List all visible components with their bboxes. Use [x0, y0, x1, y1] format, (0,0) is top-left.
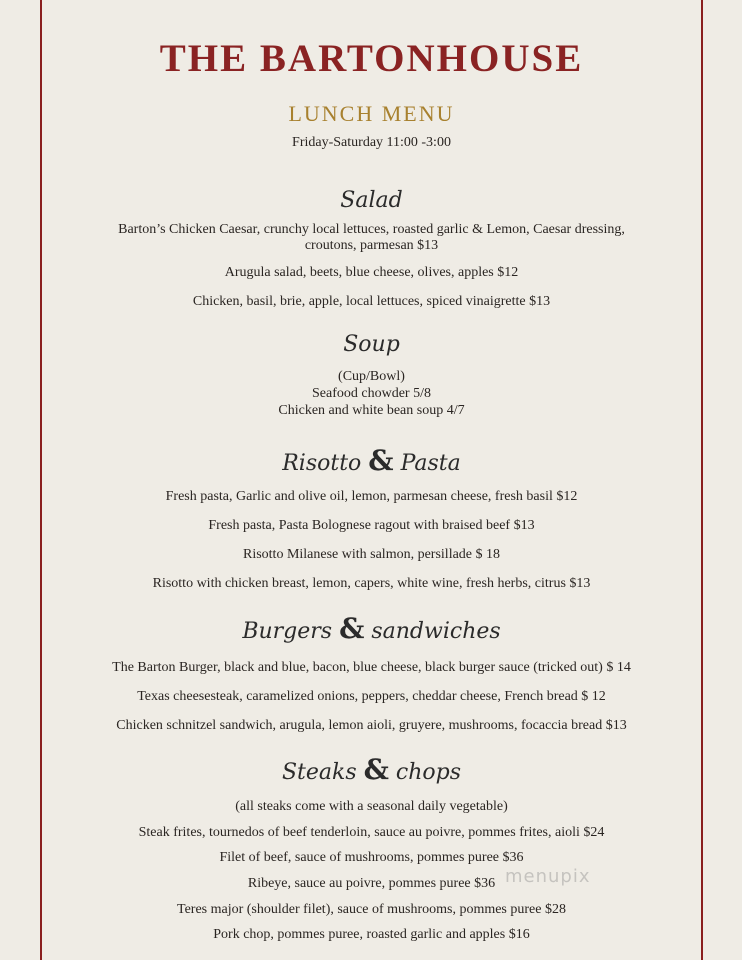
salad-item-line: Barton’s Chicken Caesar, crunchy local lettuces, roasted garlic & Lemon, Caesar dressing, — [118, 222, 625, 237]
steak-item — [42, 825, 701, 841]
heading-word: Steaks — [281, 760, 357, 785]
menu-subtitle: LUNCH MENU — [288, 101, 455, 126]
steak-item-line: Teres major (shoulder filet), sauce of mushrooms, pommes puree $28 — [177, 902, 566, 917]
pasta-item — [42, 518, 701, 534]
salad-item — [42, 294, 701, 310]
salad-item-line: Arugula salad, beets, blue cheese, olives, apples $12 — [224, 265, 519, 280]
salad-item-line: croutons, parmesan $13 — [304, 238, 439, 253]
steak-item-line: Ribeye, sauce au poivre, pommes puree $36 — [247, 876, 496, 891]
salad-heading: Salad — [340, 188, 403, 213]
risotto-pasta-heading — [42, 446, 701, 479]
salad-item — [42, 222, 701, 254]
soup-line: Chicken and white bean soup 4/7 — [278, 403, 465, 418]
burgers-heading — [42, 614, 701, 647]
burger-item-line: Chicken schnitzel sandwich, arugula, lemon aioli, gruyere, mushrooms, focaccia bread $13 — [116, 718, 627, 733]
soup-section — [42, 330, 701, 360]
heading-word: Burgers — [242, 619, 333, 644]
steak-item-line: (all steaks come with a seasonal daily vegetable) — [235, 799, 508, 814]
hours-text: Friday-Saturday 11:00 -3:00 — [292, 135, 451, 150]
soup-heading: Soup — [343, 332, 400, 357]
risotto-pasta-section — [42, 446, 701, 479]
steak-item — [42, 876, 701, 892]
steak-item-line: Pork chop, pommes puree, roasted garlic and apples $16 — [213, 927, 530, 942]
restaurant-title: THE BARTONHOUSE — [159, 37, 584, 80]
heading-word: chops — [395, 760, 462, 785]
burger-item — [42, 689, 701, 705]
right-border-rule — [701, 0, 703, 960]
steak-item — [42, 927, 701, 943]
watermark-text: menupix — [505, 866, 591, 887]
soup-list — [42, 368, 701, 419]
steak-item-line: Filet of beef, sauce of mushrooms, pommes puree $36 — [219, 850, 524, 865]
salad-item-line: Chicken, basil, brie, apple, local lettuces, spiced vinaigrette $13 — [192, 294, 551, 309]
burger-item-line: The Barton Burger, black and blue, bacon, blue cheese, black burger sauce (tricked out) $ 14 — [112, 660, 631, 675]
pasta-item-line: Risotto Milanese with salmon, persillade $ 18 — [242, 547, 501, 562]
pasta-item — [42, 576, 701, 592]
steak-item-line: Steak frites, tournedos of beef tenderloin, sauce au poivre, pommes frites, aioli $24 — [138, 825, 605, 840]
steaks-section — [42, 755, 701, 788]
pasta-item — [42, 489, 701, 505]
salad-item — [42, 265, 701, 281]
pasta-item-line: Risotto with chicken breast, lemon, capers, white wine, fresh herbs, citrus $13 — [152, 576, 591, 591]
ampersand: & — [368, 444, 394, 477]
steak-item — [42, 850, 701, 866]
ampersand: & — [339, 612, 365, 645]
pasta-item — [42, 547, 701, 563]
pasta-item-line: Fresh pasta, Garlic and olive oil, lemon, parmesan cheese, fresh basil $12 — [165, 489, 578, 504]
steak-note — [42, 799, 701, 815]
heading-word: Risotto — [282, 451, 362, 476]
burgers-section — [42, 614, 701, 647]
heading-word: sandwiches — [371, 619, 501, 644]
soup-line: Seafood chowder 5/8 — [312, 386, 431, 401]
pasta-item-line: Fresh pasta, Pasta Bolognese ragout with braised beef $13 — [208, 518, 535, 533]
soup-line: (Cup/Bowl) — [338, 369, 405, 384]
steak-item — [42, 902, 701, 918]
steaks-heading — [42, 755, 701, 788]
heading-word: Pasta — [400, 451, 461, 476]
burger-item-line: Texas cheesesteak, caramelized onions, peppers, cheddar cheese, French bread $ 12 — [137, 689, 606, 704]
burger-item — [42, 718, 701, 734]
burger-item — [42, 660, 701, 676]
salad-section — [42, 186, 701, 216]
ampersand: & — [363, 753, 389, 786]
